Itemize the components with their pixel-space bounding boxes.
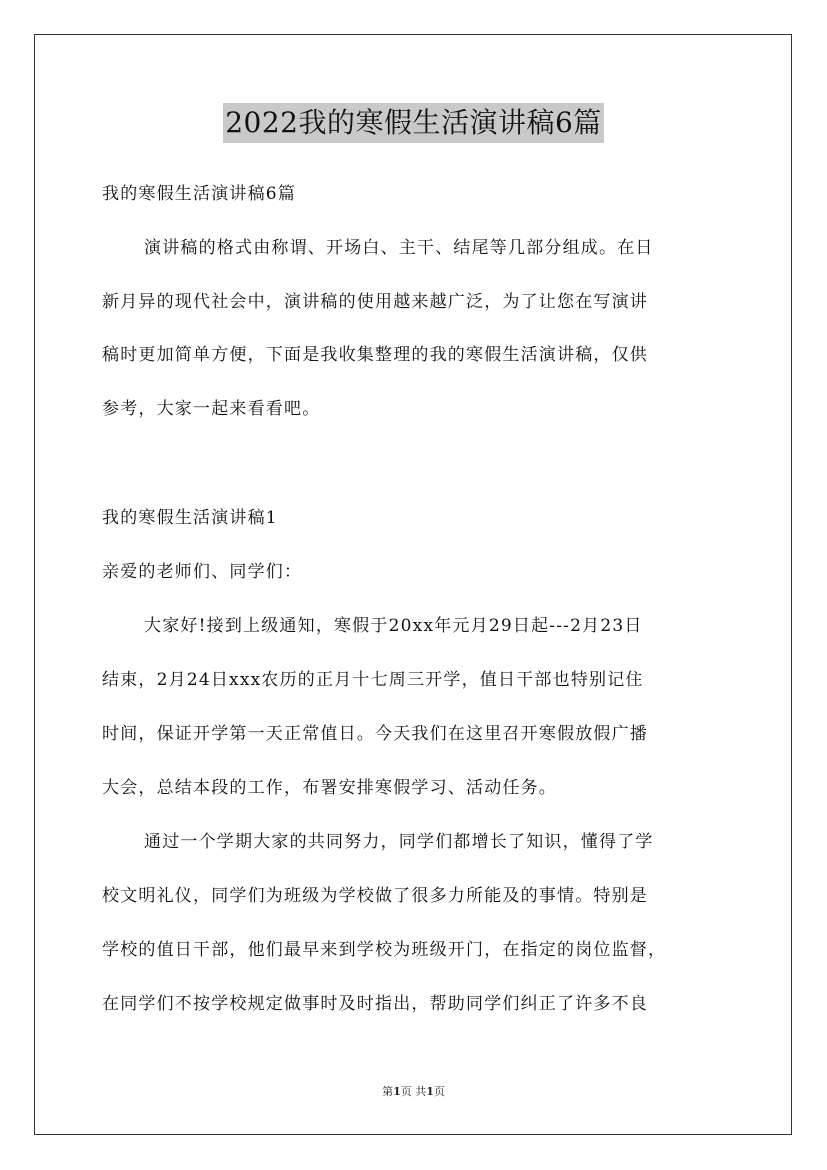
page-footer	[0, 1084, 827, 1100]
footer-mid: 页 共	[400, 1085, 427, 1098]
footer-page-current: 1	[393, 1085, 401, 1098]
paragraph-line: 大家好!接到上级通知，寒假于20xx年元月29日起---2月23日	[144, 616, 643, 636]
paragraph-line: 结束，2月24日xxx农历的正月十七周三开学，值日干部也特别记住	[102, 670, 644, 690]
paragraph-line: 通过一个学期大家的共同努力，同学们都增长了知识，懂得了学	[144, 832, 654, 852]
footer-prefix: 第	[382, 1085, 394, 1098]
footer-page-total: 1	[426, 1085, 434, 1098]
paragraph-line: 新月异的现代社会中，演讲稿的使用越来越广泛，为了让您在写演讲	[102, 292, 648, 312]
footer-suffix: 页	[433, 1085, 445, 1098]
paragraph-line: 参考，大家一起来看看吧。	[102, 399, 321, 419]
salutation-line: 亲爱的老师们、同学们：	[102, 562, 303, 582]
paragraph-line: 学校的值日干部，他们最早来到学校为班级开门，在指定的岗位监督，	[102, 940, 667, 960]
section-heading: 我的寒假生活演讲稿1	[102, 508, 278, 528]
paragraph-line: 稿时更加简单方便，下面是我收集整理的我的寒假生活演讲稿，仅供	[102, 345, 648, 365]
paragraph-line: 大会，总结本段的工作，布署安排寒假学习、活动任务。	[102, 778, 557, 798]
paragraph-line: 演讲稿的格式由称谓、开场白、主干、结尾等几部分组成。在日	[144, 238, 654, 258]
paragraph-line: 在同学们不按学校规定做事时及时指出，帮助同学们纠正了许多不良	[102, 994, 648, 1014]
subtitle-line: 我的寒假生活演讲稿6篇	[102, 184, 297, 204]
title-container	[0, 103, 827, 143]
paragraph-line: 校文明礼仪，同学们为班级为学校做了很多力所能及的事情。特别是	[102, 886, 648, 906]
paragraph-line: 时间，保证开学第一天正常值日。今天我们在这里召开寒假放假广播	[102, 724, 648, 744]
document-title: 2022我的寒假生活演讲稿6篇	[223, 103, 604, 143]
